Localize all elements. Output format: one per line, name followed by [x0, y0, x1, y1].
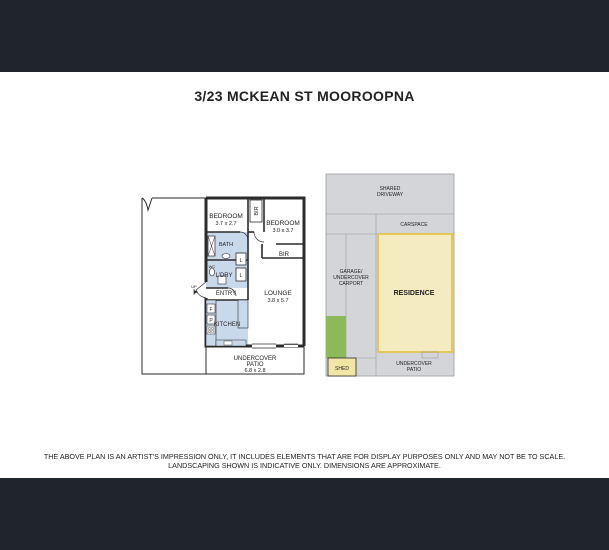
disclaimer-line-2: LANDSCAPING SHOWN IS INDICATIVE ONLY. DIMENSIONS ARE APPROXIMATE.: [168, 460, 441, 470]
pantry-label: P: [209, 318, 213, 324]
lounge-label: LOUNGE: [264, 290, 292, 297]
bedroom1-label: BEDROOM: [209, 213, 243, 220]
laundry-label: L'DRY: [215, 273, 233, 279]
bedroom2-dims: 3.0 x 3.7: [272, 228, 294, 234]
bedroom1-dims: 3.7 x 2.7: [215, 221, 237, 227]
lounge-dims: 3.8 x 5.7: [267, 298, 289, 304]
wc-label: WC: [208, 264, 216, 269]
bath-label: BATH: [218, 242, 234, 248]
floor-plan: [142, 198, 304, 374]
linen-upper-label: L: [239, 258, 243, 264]
yard-gate: [142, 198, 152, 210]
bottom-band: [0, 478, 609, 550]
entry-label: ENTRY: [215, 291, 237, 297]
up-label: UP: [191, 284, 197, 289]
bath-basin: [222, 254, 230, 259]
driveway-label-1: SHARED: [379, 186, 401, 192]
carport-label-2: UNDERCOVER: [333, 275, 369, 281]
kitchen-sink: [224, 341, 232, 345]
shed-label: SHED: [335, 366, 349, 372]
bedroom2-label: BEDROOM: [266, 220, 300, 227]
disclaimer-line-1: THE ABOVE PLAN IS AN ARTIST'S IMPRESSION ONLY, IT INCLUDES ELEMENTS THAT ARE FOR DISPLAY PURPOSES ONLY AND MAY NOT BE TO SCALE.: [43, 452, 566, 461]
carspace-label: CARSPACE: [400, 222, 428, 228]
carport-label-3: CARPORT: [338, 281, 364, 287]
carport-label-1: GARAGE/: [339, 269, 363, 275]
linen-lower-label: L: [239, 273, 243, 279]
site-plan: [326, 174, 454, 376]
bir-side-label: BIR: [278, 252, 290, 258]
driveway-label-2: DRIVEWAY: [376, 192, 404, 198]
disclaimer: [0, 453, 609, 470]
patio-label: UNDERCOVER: [233, 356, 277, 362]
site-patio-label-1: UNDERCOVER: [396, 361, 432, 367]
residence-label: RESIDENCE: [393, 290, 435, 297]
site-patio-label-2: PATIO: [406, 367, 422, 373]
kitchen-label: KITCHEN: [213, 322, 241, 328]
property-title: 3/23 MCKEAN ST MOOROOPNA: [194, 88, 415, 104]
lawn: [326, 316, 346, 358]
toilet: [210, 268, 215, 276]
fridge-label: F: [209, 307, 213, 313]
patio-dims: 6.8 x 2.8: [244, 368, 266, 374]
bir-top-label: BIR: [254, 206, 260, 216]
patio-label-2: PATIO: [246, 362, 264, 368]
